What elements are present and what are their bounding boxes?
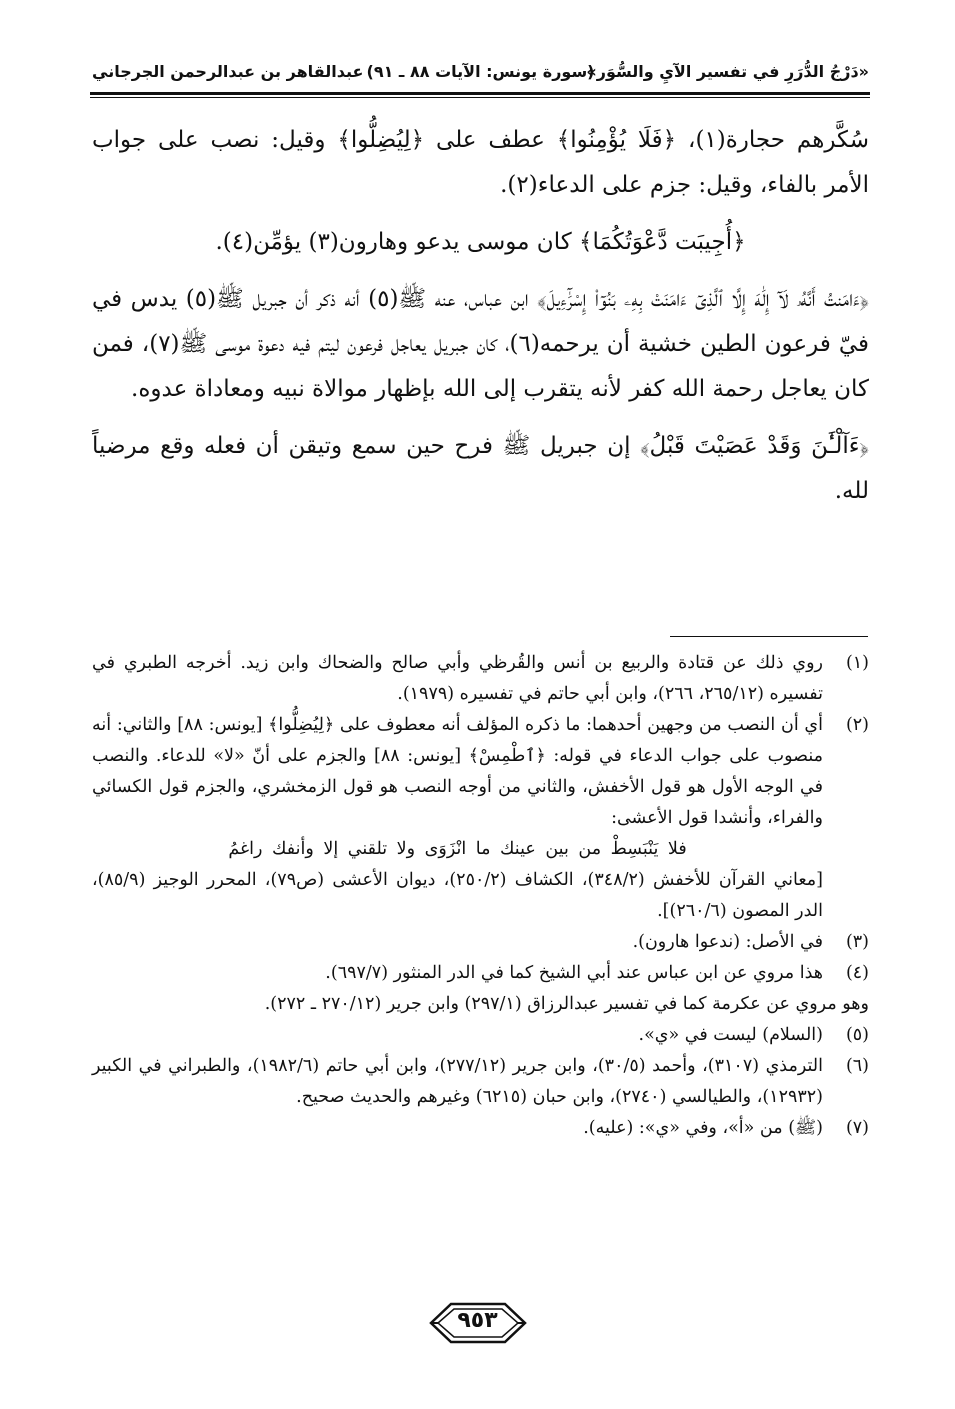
footnote-number: (٥) (845, 1025, 869, 1045)
author-name: عبدالقاهر بن عبدالرحمن الجرجاني (92, 62, 364, 81)
footnote-text: (ﷺ) من «أ»، وفي «ي»: (عليه). (583, 1118, 823, 1138)
paragraph-3: ﴿ءَامَنتُ أَنَّهُۥ لَآ إِلَٰهَ إِلَّا ٱلَّذِىٓ ءَامَنَتْ بِهِۦ بَنُوٓاْ إِسْرَٰٓءِيلَ﴾ ابن عباس، عنه ﷺ(٥) أنه ذكر أن جبريل ﷺ(٥) يدس في فيّ فرعون الطين خشية أن يرحمه(٦)، كان جبريل يعاجل فرعون ليتم فيه دعوة موسى ﷺ(٧)، فمن كان يعاجل رحمة الله كفر لأنه يتقرب إلى الله بإظهار موالاة نبيه ومعاداة عدوه. (92, 286, 870, 402)
footnote-6 (92, 1051, 869, 1113)
footnote-2 (92, 710, 869, 834)
footnote-5 (92, 1020, 869, 1051)
footnote-4 (92, 958, 869, 989)
poetry-verse: فلا يَنْبَسِطْ من بين عينك ما انْزَوَى ولا تلقني إلا وأنفك راغمُ (228, 839, 687, 859)
page-header (92, 58, 869, 88)
footnote-7 (92, 1113, 869, 1144)
footnote-2-references (92, 865, 869, 927)
header-rule (90, 92, 870, 98)
page-number-ornament (429, 1300, 527, 1346)
footnote-text: هذا مروي عن ابن عباس عند أبي الشيخ كما في الدر المنثور (٦٩٧/٧). (325, 963, 823, 983)
footnote-number: (٧) (845, 1118, 869, 1138)
footnote-number: (٢) (845, 715, 869, 735)
footnote-text: [معاني القرآن للأخفش (٣٤٨/٢)، الكشاف (٢٥٠/٢)، ديوان الأعشى (ص٧٩)، المحرر الوجيز (٨٥/٩)، الدر المصون (٢٦٠/٦)]. (92, 870, 824, 921)
surah-reference: (سورة يونس: الآيات ٨٨ ـ ٩١) (366, 62, 595, 81)
footnote-text: في الأصل: (ندعوا هارون). (632, 932, 823, 952)
footnote-2-verse (92, 834, 869, 865)
footnote-text: روي ذلك عن قتادة والربيع بن أنس والقُرظي وأبي صالح والضحاك وابن زيد. أخرجه الطبري في تفسيره (٢٦٥/١٢، ٢٦٦)، وابن أبي حاتم في تفسيره (١٩٧٩). (92, 653, 823, 704)
paragraph-1: سُكَّرهم حجارة(١)، ﴿فَلَا يُؤْمِنُوا﴾ عطف على ﴿لِيُضِلُّوا﴾ وقيل: نصب على جواب الأمر بالفاء، وقيل: جزم على الدعاء(٢). (92, 127, 869, 198)
page-number: ٩٥٣ (457, 1308, 498, 1333)
paragraph-4: ﴿ءَآلْـَٰٔنَ وَقَدْ عَصَيْتَ قَبْلُ﴾ إن جبريل ﷺ فرح حين سمع وتيقن أن فعله وقع مرضياً لله. (92, 433, 869, 504)
main-text (92, 118, 869, 526)
footnote-text: (السلام) ليست في «ي». (638, 1025, 823, 1045)
footnotes (92, 648, 869, 1144)
book-title: «دَرْجُ الدُّرَرِ في تفسير الآيِ والسُّوَر» (586, 62, 869, 81)
footnote-text: أي أن النصب من وجهين أحدهما: ما ذكره المؤلف أنه معطوف على ﴿لِيُضِلُّوا﴾ [يونس: ٨٨] والثاني: أنه منصوب على جواب الدعاء في قوله: ﴿ٱطْمِسْ﴾ [يونس: ٨٨] والجزم على أنّ «لا» للدعاء. والنصب في الوجه الأول هو قول الأخفش، والثاني من أوجه النصب هو قول الزمخشري، والجزم قول الكسائي والفراء، وأنشدا قول الأعشى: (92, 715, 823, 828)
footnote-3 (92, 927, 869, 958)
footnote-number (823, 865, 869, 927)
paragraph-2: ﴿أُجِيبَت دَّعْوَتُكُمَا﴾ كان موسى يدعو وهارون(٣) يؤمِّن(٤). (215, 229, 746, 255)
footnote-text: الترمذي (٣١٠٧)، وأحمد (٣٠/٥)، وابن جرير (٢٧٧/١٢)، وابن أبي حاتم (١٩٨٢/٦)، والطبراني في الكبير (١٢٩٣٢)، والطيالسي (٢٧٤٠)، وابن حبان (٦٢١٥) وغيرهم والحديث صحيح. (92, 1056, 823, 1107)
footnote-text: وهو مروي عن عكرمة كما في تفسير عبدالرزاق (٢٩٧/١) وابن جرير (٢٧٠/١٢ ـ ٢٧٢). (264, 994, 869, 1014)
footnote-separator (670, 636, 868, 637)
footnote-number: (٦) (845, 1056, 869, 1076)
footnote-number (823, 834, 869, 865)
footnote-4-continued (92, 989, 869, 1020)
footnote-number: (٣) (845, 932, 869, 952)
footnote-number: (١) (845, 653, 869, 673)
footnote-1 (92, 648, 869, 710)
footnote-number: (٤) (845, 963, 869, 983)
